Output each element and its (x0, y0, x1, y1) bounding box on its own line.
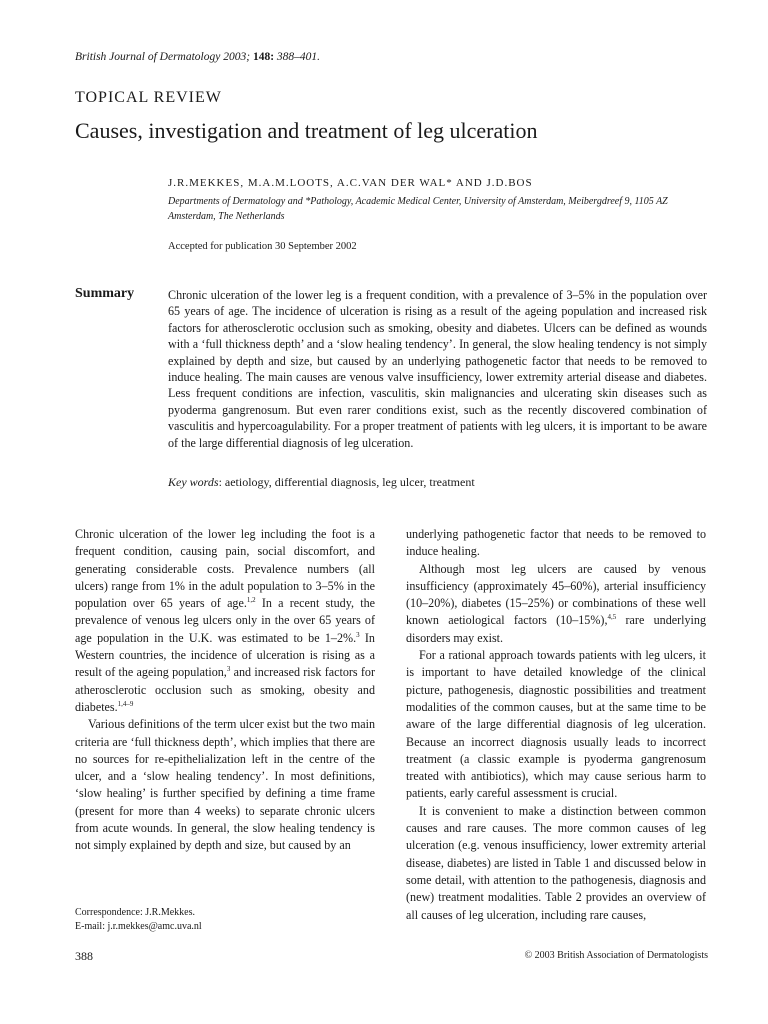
citation-ref: 3 (226, 665, 231, 674)
journal-year: 2003; (223, 51, 251, 63)
keywords-label: Key words (168, 475, 219, 489)
keywords (168, 475, 475, 490)
author-list: J.R.MEKKES, M.A.M.LOOTS, A.C.VAN DER WAL* AND J.D.BOS (168, 177, 533, 189)
citation-ref: 1,2 (246, 596, 256, 605)
section-label: TOPICAL REVIEW (75, 89, 222, 106)
correspondence-name: Correspondence: J.R.Mekkes. (75, 907, 195, 918)
copyright-notice: © 2003 British Association of Dermatologists (524, 950, 708, 961)
summary-text: Chronic ulceration of the lower leg is a frequent condition, with a prevalence of 3–5% in the population over 65 years of age. The incidence of ulceration is rising as a result of the ageing population and increased risk factors for atherosclerotic occlusion such as smoking, obesity and diabetes. Ulcers can be defined as wounds with a ‘full thickness depth’ and a ‘slow healing tendency’. In general, the slow healing tendency is not simply explained by depth and size, but caused by an underlying pathogenetic factor that needs to be removed to induce healing. The main causes are venous valve insufficiency, lower extremity arterial disease and diabetes. Less frequent conditions are infection, vasculitis, skin malignancies and ulcerating skin diseases such as pyoderma gangrenosum. But even rarer conditions exist, such as the recently discovered combination of vasculitis and hypercoagulability. For a proper treatment of patients with leg ulcers, it is important to be aware of the large differential diagnosis of leg ulceration. (168, 288, 707, 450)
body-paragraph: It is convenient to make a distinction between common causes and rare causes. The more common causes of leg ulceration (e.g. venous insufficiency, lower extremity arterial disease, diabetes) are listed in Table 1 and discussed below in some detail, with attention to the pathogenesis, diagnosis and (new) treatment modalities. Table 2 provides an overview of all causes of leg ulceration, including rare causes, (406, 803, 706, 922)
journal-name: British Journal of Dermatology (75, 51, 221, 63)
body-paragraph: Various definitions of the term ulcer exist but the two main criteria are ‘full thickness depth’, which implies that there are no sources for re-epithelialization left in the centre of the ulcer, and a ‘slow healing tendency’. In most definitions, ‘slow healing’ is further specified by defining a time frame (present for more than 4 weeks) to separate chronic ulcers from acute wounds. In general, the slow healing tendency is not simply explained by depth and size, but caused by an (75, 717, 375, 853)
citation-ref: 4,5 (607, 613, 617, 622)
correspondence-email: E-mail: j.r.mekkes@amc.uva.nl (75, 921, 202, 932)
citation-ref: 3 (356, 630, 360, 639)
citation-ref: 1,4–9 (117, 699, 134, 708)
body-paragraph: Although most leg ulcers are caused by venous insufficiency (approximately 45–60%), arterial insufficiency (10–20%), diabetes (15–25%) or combinations of these well known aetiological factors (10–15%),$^{4,5}$ rare underlying disorders may exist. (406, 561, 706, 645)
journal-citation (75, 51, 320, 63)
keywords-list: : aetiology, differential diagnosis, leg ulcer, treatment (218, 475, 475, 489)
author-affiliation: Departments of Dermatology and *Pathology, Academic Medical Center, University of Amsterdam, Meibergdreef 9, 1105 AZ Amsterdam, The Netherlands (168, 196, 668, 222)
correspondence-note (75, 906, 202, 934)
body-paragraph: underlying pathogenetic factor that needs to be removed to induce healing. (406, 527, 706, 559)
journal-volume: 148: (252, 51, 275, 63)
accepted-date: Accepted for publication 30 September 2002 (168, 241, 357, 252)
page-number: 388 (75, 949, 93, 963)
body-column-right (406, 526, 706, 924)
summary-heading: Summary (75, 286, 135, 301)
body-column-left (75, 526, 375, 855)
body-paragraph: Chronic ulceration of the lower leg including the foot is a frequent condition, causing pain, social discomfort, and generating considerable costs. Prevalence numbers (all ulcers) range from 1% in the adult population to 3–5% in the population over 65 years of age.$^{1,2}$ In a recent study, the prevalence of venous leg ulcers only in the over 65 years of age population in the U.K. was estimated to be 1–2%.$^3$ In Western countries, the incidence of ulceration is rising as a result of the ageing population,$^3$ and increased risk factors for atherosclerotic occlusion such as smoking, obesity and diabetes.$^{1,4-9}$ (75, 527, 375, 714)
journal-pages: 388–401. (276, 51, 321, 63)
article-title: Causes, investigation and treatment of leg ulceration (75, 118, 538, 143)
body-paragraph: For a rational approach towards patients with leg ulcers, it is important to have detailed knowledge of the clinical picture, pathogenesis, diagnostic possibilities and treatment modalities of the common causes, but at the same time to be aware of the large differential diagnosis of leg ulceration. Because an incorrect diagnosis usually leads to incorrect treatment (a classic example is pyoderma gangrenosum treated with antibiotics), which may cause serious harm to patients, early careful assessment is crucial. (406, 648, 706, 801)
